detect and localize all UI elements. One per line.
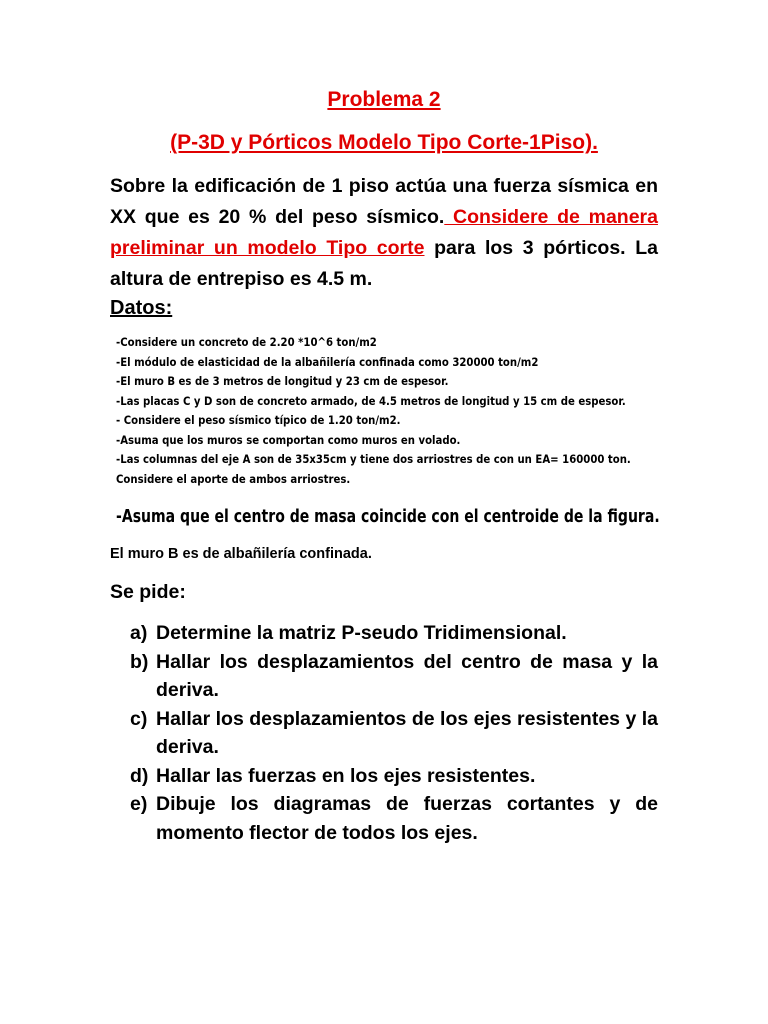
list-item <box>130 762 658 791</box>
datos-line: -Las placas C y D son de concreto armado, de 4.5 metros de longitud y 15 cm de espesor. <box>116 393 626 408</box>
item-label: c) <box>130 707 148 730</box>
muro-note: El muro B es de albañilería confinada. <box>110 546 372 562</box>
item-text: Determine la matriz P-seudo Tridimensional. <box>156 622 567 644</box>
task-list <box>130 619 658 847</box>
datos-line: -El muro B es de 3 metros de longitud y 23 cm de espesor. <box>116 374 449 388</box>
datos-line: -El módulo de elasticidad de la albañilería confinada como 320000 ton/m2 <box>116 354 539 369</box>
list-item <box>130 619 658 648</box>
datos-line: - Considere el peso sísmico típico de 1.20 ton/m2. <box>116 413 401 427</box>
item-text: Dibuje los diagramas de fuerzas cortantes y de momento flector de todos los ejes. <box>156 793 658 844</box>
centro-masa-note: -Asuma que el centro de masa coincide con el centroide de la figura. <box>116 506 660 527</box>
datos-line: -Asuma que los muros se comportan como muros en volado. <box>116 432 461 447</box>
datos-line: -Considere un concreto de 2.20 *10^6 ton/m2 <box>116 335 377 349</box>
intro-text-red: Considere de manera preliminar un modelo Tipo corte <box>110 206 658 259</box>
problem-subtitle: (P-3D y Pórticos Modelo Tipo Corte-1Piso). <box>170 131 598 154</box>
intro-text-1: Sobre la edificación de 1 piso actúa una fuerza sísmica en XX que es 20 % del peso sísmico. <box>110 175 658 228</box>
list-item <box>130 790 658 847</box>
item-label: a) <box>130 622 148 644</box>
item-text: Hallar los desplazamientos de los ejes resistentes y la deriva. <box>156 707 658 758</box>
datos-list <box>116 333 631 489</box>
se-pide-heading: Se pide: <box>110 581 186 603</box>
problem-title: Problema 2 <box>327 88 441 111</box>
list-item <box>130 705 658 762</box>
datos-heading: Datos: <box>110 297 173 319</box>
item-text: Hallar las fuerzas en los ejes resistentes. <box>156 764 536 787</box>
datos-line: -Las columnas del eje A son de 35x35cm y tiene dos arriostres de con un EA= 160000 ton. <box>116 452 631 466</box>
item-text: Hallar los desplazamientos del centro de masa y la deriva. <box>156 650 658 701</box>
intro-text-3: para los 3 pórticos. La altura de entrepiso es 4.5 m. <box>110 237 658 290</box>
item-label: e) <box>130 793 148 815</box>
item-label: b) <box>130 650 149 673</box>
datos-line: Considere el aporte de ambos arriostres. <box>116 471 351 486</box>
item-label: d) <box>130 764 149 787</box>
list-item <box>130 648 658 705</box>
intro-paragraph <box>110 171 658 295</box>
